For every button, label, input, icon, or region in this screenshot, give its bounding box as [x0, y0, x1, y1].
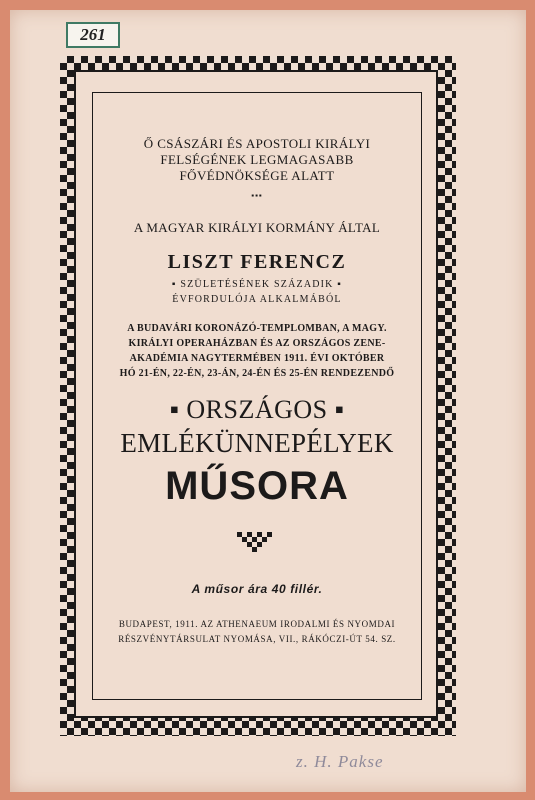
title-line-1: ▪ ORSZÁGOS ▪ — [169, 395, 345, 424]
diamond-ornament — [237, 532, 277, 562]
venue-line-1: A BUDAVÁRI KORONÁZÓ-TEMPLOMBAN, A MAGY. — [127, 323, 387, 334]
patron-line-2: FELSÉGÉNEK LEGMAGASABB — [160, 152, 354, 167]
price-line: A műsor ára 40 fillér. — [191, 582, 323, 596]
composer-name: LISZT FERENCZ — [167, 251, 347, 273]
catalog-number-tag: 261 — [66, 22, 120, 48]
handwritten-signature: z. H. Pakse — [296, 752, 384, 771]
printer-line-1: BUDAPEST, 1911. AZ ATHENAEUM IRODALMI ÉS NYOMDAI — [118, 619, 396, 629]
venue-line-3: AKADÉMIA NAGYTERMÉBEN 1911. ÉVI OKTÓBER — [129, 353, 385, 364]
venue-line-4: HÓ 21-ÉN, 22-ÉN, 23-ÁN, 24-ÉN ÉS 25-ÉN RENDEZENDŐ — [119, 368, 395, 379]
occasion-line-1: ▪ SZÜLETÉSÉNEK SZÁZADIK ▪ — [171, 279, 343, 290]
venue-line-2: KIRÁLYI OPERAHÁZBAN ÉS AZ ORSZÁGOS ZENE- — [128, 338, 386, 349]
government-line: A MAGYAR KIRÁLYI KORMÁNY ÁLTAL — [133, 220, 381, 235]
printer-line-2: RÉSZVÉNYTÁRSULAT NYOMÁSA, VII., RÁKÓCZI-ÚT 54. SZ. — [118, 634, 396, 644]
occasion-line-2: ÉVFORDULÓJA ALKALMÁBÓL — [172, 294, 342, 305]
title-line-2: EMLÉKÜNNEPÉLYEK — [120, 428, 394, 458]
title-line-3: MŰSORA — [165, 464, 349, 508]
title-page-content — [92, 92, 422, 700]
separator-ornament-1: ▪▪▪ — [251, 191, 263, 200]
patron-line-3: FŐVÉDNÖKSÉGE ALATT — [179, 168, 335, 183]
patron-line-1: Ő CSÁSZÁRI ÉS APOSTOLI KIRÁLYI — [143, 136, 371, 151]
